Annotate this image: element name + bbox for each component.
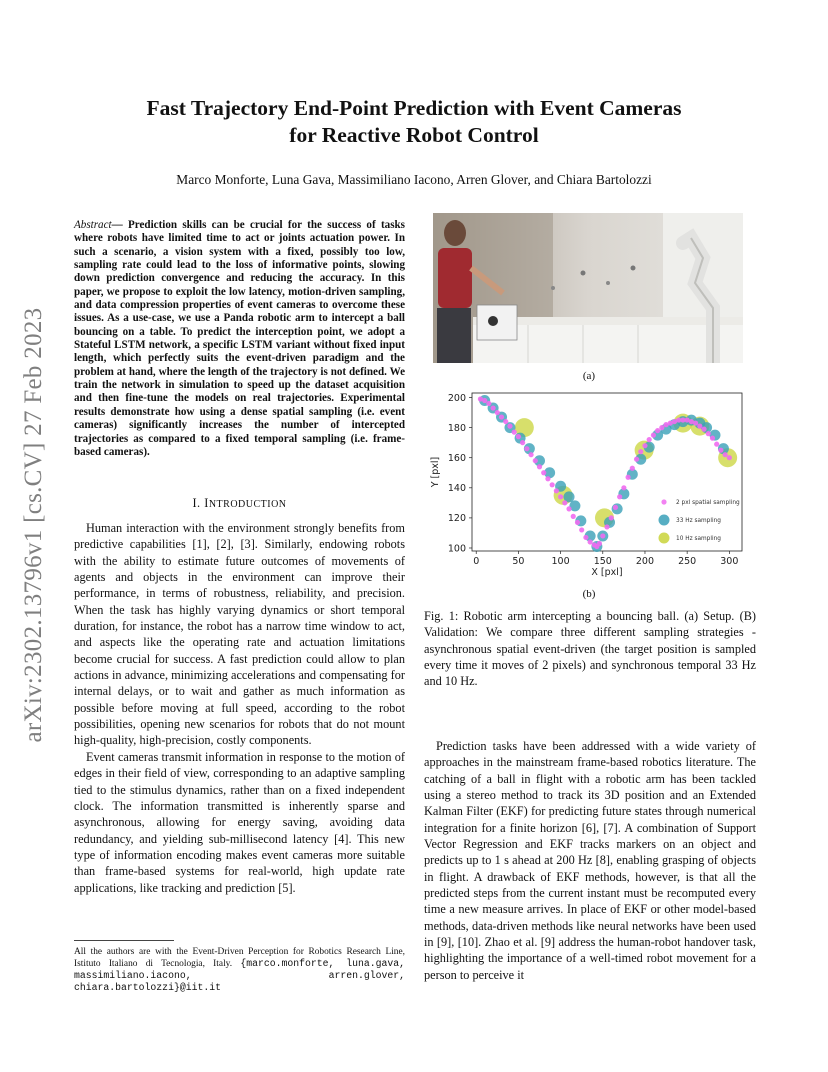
legend-marker (659, 533, 670, 544)
data-point (512, 430, 517, 435)
data-point (486, 401, 491, 406)
data-point (710, 436, 715, 441)
data-point (528, 452, 533, 457)
x-tick-label: 150 (593, 556, 612, 567)
data-point (571, 514, 576, 519)
x-tick-label: 200 (635, 556, 655, 567)
data-point (554, 488, 559, 493)
data-point (634, 457, 639, 462)
x-tick-label: 250 (678, 556, 697, 567)
footnote-rule (74, 940, 174, 941)
data-point (507, 424, 512, 429)
data-point (651, 433, 656, 438)
data-point (490, 405, 495, 410)
title-line-1: Fast Trajectory End-Point Prediction with Event Cameras (146, 96, 682, 120)
related-work-body (424, 738, 756, 983)
legend-entry: 33 Hz sampling (676, 518, 721, 525)
data-point (697, 424, 702, 429)
data-point (714, 442, 719, 447)
intro-paragraph-1: Human interaction with the environment strongly benefits from predictive capabilities [1], [2], [3]. Similarly, endowing robots with the ability to estimate future outcomes of movements of agents and objects in the environment can improve their performance, in terms of robustness, reliability, and precision. When the task has highly varying dynamics or short temporal duration, for instance, the robot has a narrow time window to act, and aspects like the operating rate and actuation limitations become crucial for success. A fast prediction could allow to plan actions in advance, minimizing accelerations and compensating for internal delays, or to wait and gather as much information as possible before moving at full speed, according to the robot possibilities, opening new scenarios for robots that do not mount high-quality, high-precision, costly components. (74, 521, 405, 748)
x-tick-label: 50 (512, 556, 525, 567)
footnote: All the authors are with the Event-Driven Perception for Robotics Research Line, Istituto Italiano di Tecnologia, Italy. {marco.monforte, luna.gava, massimiliano.iacono, arren.glover, chiara.bartolozzi}@iit.it (74, 947, 405, 993)
data-point (516, 434, 521, 439)
data-point (638, 449, 643, 454)
legend-entry: 10 Hz sampling (676, 536, 721, 543)
y-tick-label: 160 (447, 453, 466, 465)
paper-title (80, 95, 748, 149)
data-point (566, 506, 571, 511)
y-tick-label: 180 (447, 422, 466, 434)
data-point (609, 515, 614, 520)
data-point (499, 414, 504, 419)
section-heading (74, 496, 405, 511)
data-point (647, 437, 652, 442)
data-point (723, 452, 728, 457)
data-point (727, 455, 732, 460)
data-point (621, 485, 626, 490)
figure-a-label: (a) (582, 370, 596, 382)
abstract (74, 219, 405, 459)
data-point (600, 533, 605, 538)
x-tick-label: 300 (720, 556, 739, 567)
data-point (625, 475, 630, 480)
data-point (558, 494, 563, 499)
data-point (533, 458, 538, 463)
data-point (541, 470, 546, 475)
legend-marker (661, 499, 666, 504)
figure-b-label: (b) (582, 588, 596, 600)
data-point (520, 440, 525, 445)
data-point (613, 505, 618, 510)
trajectory-chart (424, 385, 756, 597)
y-tick-label: 120 (447, 513, 466, 525)
data-point (588, 539, 593, 544)
abstract-label: Abstract (74, 219, 112, 231)
data-point (575, 520, 580, 525)
x-tick-label: 0 (473, 556, 480, 567)
data-point (701, 427, 706, 432)
data-point (545, 476, 550, 481)
data-point (579, 527, 584, 532)
data-point (537, 464, 542, 469)
data-point (718, 448, 723, 453)
x-tick-label: 100 (551, 556, 570, 567)
y-tick-label: 100 (447, 543, 466, 555)
intro-paragraph-2: Event cameras transmit information in response to the motion of edges in their field of view, corresponding to an adaptive sampling tied to the stimulus dynamics, rather than on a fixed independent clock. The information transmitted is inherently sparse and asynchronous, allowing for energy saving, avoiding data redundancy, and yielding sub-millisecond latency [4]. This new type of information encoding makes event cameras more suitable than frame-based systems for real-world, high update rate applications, like tracking and prediction [5]. (74, 749, 405, 895)
data-point (706, 431, 711, 436)
author-emails: {marco.monforte, luna.gava, massimiliano.iacono, arren.glover, chiara.bartolozzi}@iit.it (74, 958, 405, 993)
data-point (617, 494, 622, 499)
related-work-paragraph: Prediction tasks have been addressed with a wide variety of approaches in the mainstream frame-based robotics literature. The catching of a ball in flight with a robotic arm has been tackled using a stereo method to track its 3D position and an Extended Kalman Filter (EKF) for predicting future states through numerical integration for a finite horizon [6], [7]. A combination of Support Vector Regression and EKF tracks markers on an object and predicts up to 1 s ahead at 200 Hz [8], enabling grasping of objects in flight. A drawback of EKF methods, however, is that all the predicted steps from the current instant must be recomputed every time a new measure arrives. In place of EKF or other model-based methods, data-driven methods like neural networks have been used in [9], [10]. Zhao et al. [9] address the human-robot handover task, highlighting the importance of a well-timed robot movement for a person to perceive it (424, 739, 756, 982)
legend-marker (659, 515, 670, 526)
data-point (503, 419, 508, 424)
y-tick-label: 200 (447, 392, 466, 404)
setup-photo (433, 213, 743, 363)
authors: Marco Monforte, Luna Gava, Massimiliano Iacono, Arren Glover, and Chiara Bartolozzi (176, 172, 652, 187)
data-point (495, 410, 500, 415)
figure-caption: Fig. 1: Robotic arm intercepting a bouncing ball. (a) Setup. (B) Validation: We compare three different sampling strategies - asynchronous spatial event-driven (the target position is sampled every time it moves of 2 pixels) and synchronous temporal 33 Hz and 10 Hz. (424, 609, 756, 689)
arxiv-identifier: arXiv:2302.13796v1 [cs.CV] 27 Feb 2023 (20, 307, 47, 743)
legend-entry: 2 pxl spatial sampling (676, 500, 740, 507)
trajectory-plot (424, 385, 756, 597)
data-point (562, 500, 567, 505)
data-point (642, 443, 647, 448)
data-point (659, 425, 664, 430)
section-title: INTRODUCTION (204, 496, 287, 510)
introduction-body (74, 520, 405, 896)
data-point (550, 482, 555, 487)
data-point (655, 428, 660, 433)
y-tick-label: 140 (447, 483, 466, 495)
data-point (630, 466, 635, 471)
y-axis-label: Y [pxl] (430, 456, 441, 488)
data-point (597, 541, 602, 546)
data-point (604, 524, 609, 529)
data-point (693, 420, 698, 425)
data-point (524, 446, 529, 451)
x-axis-label: X [pxl] (591, 567, 623, 578)
title-line-2: for Reactive Robot Control (289, 123, 539, 147)
abstract-text: — Prediction skills can be crucial for the success of tasks where robots have limited time to act or joints actuation power. In such a scenario, a vision system with a fixed, possibly too low, sampling rate could lead to the loss of informative points, slowing down prediction convergence and reducing the accuracy. In this paper, we propose to exploit the low latency, motion-driven sampling, and data compression properties of event cameras to overcome these issues. As a use-case, we use a Panda robotic arm to intercept a ball bouncing on a table. To predict the interception point, we adopt a Stateful LSTM network, a specific LSTM variant without fixed input length, which perfectly suits the event-driven paradigm and the problem at hand, where the length of the trajectory is not defined. We train the network in simulation to speed up the dataset acquisition and then fine-tune the models on real trajectories. Experimental results demonstrate how using a dense spatial sampling (i.e. event cameras) significantly increases the number of intercepted trajectories as compared to a fixed temporal sampling (i.e. frame-based cameras). (74, 219, 405, 458)
data-point (482, 398, 487, 403)
section-number: I. (192, 496, 201, 510)
data-point (583, 535, 588, 540)
